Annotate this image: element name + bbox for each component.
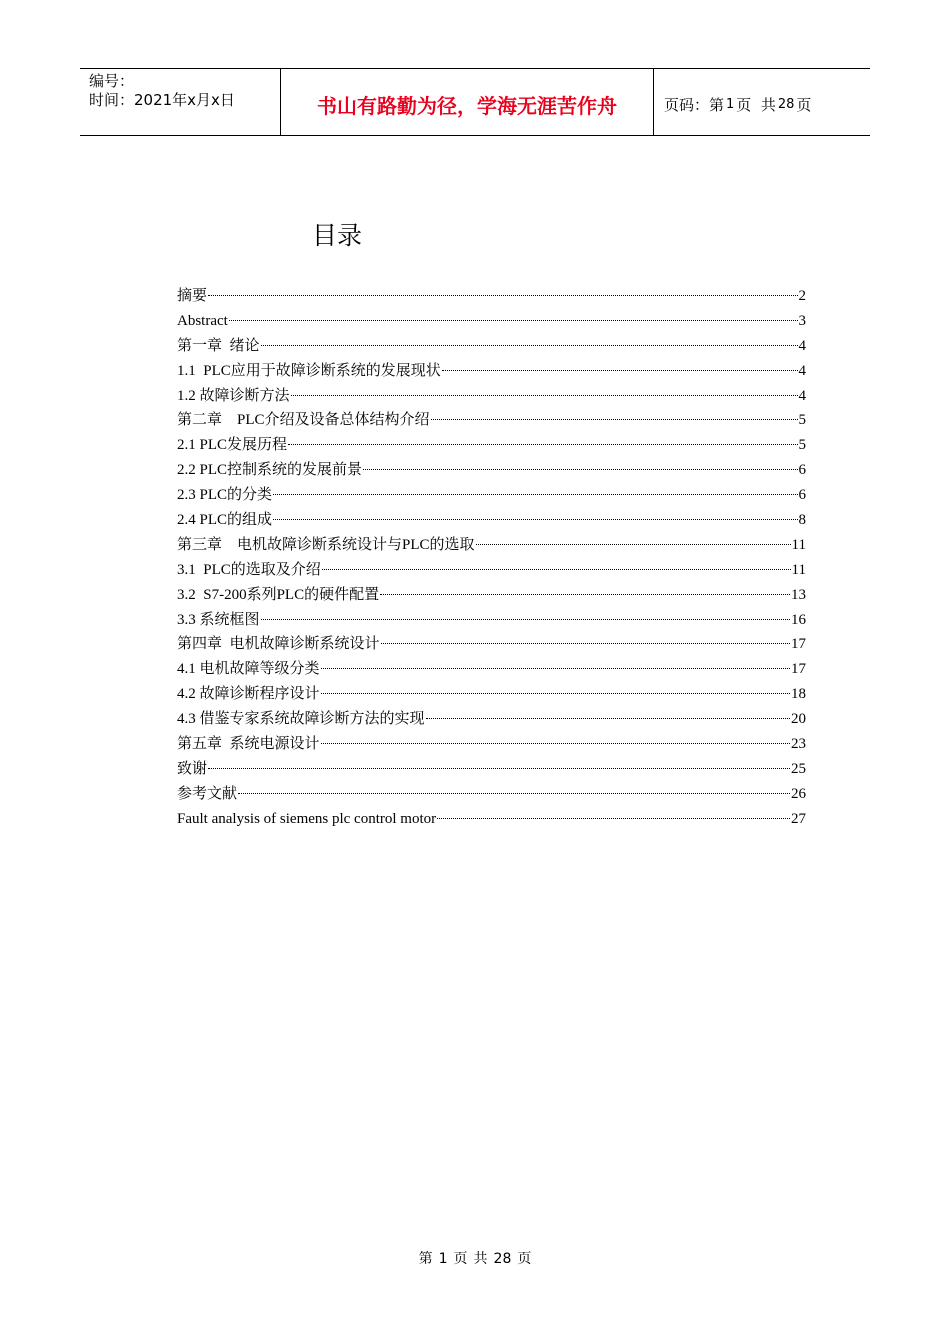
toc-entry-page: 13 [791, 586, 806, 603]
toc-entry[interactable] [177, 632, 806, 657]
header-page-prefix: 页码：第 [664, 95, 725, 114]
toc-entry-label: 4.2 故障诊断程序设计 [177, 686, 320, 703]
toc-entry-page: 6 [798, 462, 806, 479]
footer-mid1: 页 [453, 1251, 468, 1267]
table-of-contents [177, 284, 806, 832]
toc-entry-label: 3.2 S7-200系列PLC的硬件配置 [177, 586, 380, 603]
header-time-label: 时间：2021年x月x日 [89, 91, 235, 109]
toc-entry[interactable] [177, 583, 806, 608]
toc-leader-dots [273, 493, 797, 495]
toc-entry[interactable] [177, 558, 806, 583]
toc-entry-page: 23 [791, 736, 806, 753]
toc-entry-page: 5 [798, 412, 806, 429]
toc-leader-dots [273, 518, 797, 520]
toc-entry-label: 第五章 系统电源设计 [177, 736, 320, 753]
header-page-suffix: 页 [796, 95, 812, 114]
toc-entry[interactable] [177, 657, 806, 682]
toc-entry-label: 1.2 故障诊断方法 [177, 387, 290, 404]
toc-leader-dots [321, 692, 790, 694]
footer-current: 1 [438, 1251, 448, 1267]
toc-entry[interactable] [177, 533, 806, 558]
toc-entry[interactable] [177, 334, 806, 359]
toc-leader-dots [381, 642, 790, 644]
toc-entry-page: 16 [791, 611, 806, 628]
footer-suffix: 页 [517, 1251, 532, 1267]
footer-mid2: 共 [473, 1251, 488, 1267]
toc-entry[interactable] [177, 384, 806, 409]
toc-entry[interactable] [177, 782, 806, 807]
toc-entry-page: 20 [791, 711, 806, 728]
toc-entry-label: 第一章 绪论 [177, 337, 260, 354]
header-page-total: 28 [777, 96, 795, 112]
toc-leader-dots [321, 742, 790, 744]
toc-title: 目录 [312, 221, 363, 250]
header-page-cell [654, 69, 870, 135]
toc-entry-label: 4.1 电机故障等级分类 [177, 661, 320, 678]
toc-entry-label: 3.3 系统框图 [177, 611, 260, 628]
toc-leader-dots [363, 468, 797, 470]
toc-entry-page: 26 [791, 785, 806, 802]
toc-entry-page: 11 [791, 536, 806, 553]
toc-entry-label: 3.1 PLC的选取及介绍 [177, 561, 321, 578]
toc-leader-dots [442, 369, 798, 371]
toc-entry[interactable] [177, 284, 806, 309]
toc-entry-label: 2.2 PLC控制系统的发展前景 [177, 462, 363, 479]
toc-entry-label: 第二章 PLC介绍及设备总体结构介绍 [177, 412, 430, 429]
toc-entry-label: Fault analysis of siemens plc control motor [177, 810, 437, 827]
document-header [80, 68, 870, 136]
toc-leader-dots [426, 717, 790, 719]
header-code-label: 编号： [89, 72, 135, 90]
toc-leader-dots [261, 344, 798, 346]
toc-leader-dots [208, 767, 790, 769]
toc-entry[interactable] [177, 408, 806, 433]
toc-entry-label: 2.1 PLC发展历程 [177, 437, 288, 454]
toc-entry-page: 4 [798, 362, 806, 379]
toc-entry[interactable] [177, 707, 806, 732]
toc-entry-label: 第四章 电机故障诊断系统设计 [177, 636, 380, 653]
toc-leader-dots [321, 667, 790, 669]
toc-entry-label: 第三章 电机故障诊断系统设计与PLC的选取 [177, 536, 475, 553]
header-page-mid: 页 共 [736, 95, 776, 114]
toc-entry-page: 6 [798, 487, 806, 504]
toc-leader-dots [238, 792, 790, 794]
toc-entry[interactable] [177, 608, 806, 633]
toc-entry-page: 4 [798, 337, 806, 354]
toc-entry-page: 18 [791, 686, 806, 703]
toc-entry[interactable] [177, 359, 806, 384]
toc-entry[interactable] [177, 682, 806, 707]
toc-entry[interactable] [177, 807, 806, 832]
toc-leader-dots [208, 294, 797, 296]
toc-entry[interactable] [177, 483, 806, 508]
toc-entry[interactable] [177, 757, 806, 782]
toc-entry-label: Abstract [177, 312, 228, 329]
toc-entry[interactable] [177, 458, 806, 483]
toc-entry-page: 17 [791, 661, 806, 678]
header-motto-cell [281, 69, 654, 135]
toc-entry-page: 4 [798, 387, 806, 404]
toc-entry-label: 致谢 [177, 760, 208, 777]
toc-entry-label: 1.1 PLC应用于故障诊断系统的发展现状 [177, 362, 441, 379]
toc-entry-page: 25 [791, 760, 806, 777]
footer-prefix: 第 [418, 1251, 433, 1267]
footer-total: 28 [493, 1251, 512, 1267]
toc-leader-dots [322, 568, 791, 570]
toc-entry-label: 4.3 借鉴专家系统故障诊断方法的实现 [177, 711, 425, 728]
toc-entry[interactable] [177, 732, 806, 757]
toc-entry[interactable] [177, 508, 806, 533]
header-page-current: 1 [726, 96, 735, 112]
toc-entry[interactable] [177, 433, 806, 458]
toc-leader-dots [380, 593, 790, 595]
toc-entry-page: 8 [798, 512, 806, 529]
toc-entry-page: 17 [791, 636, 806, 653]
page-footer [0, 1248, 950, 1268]
toc-entry-label: 参考文献 [177, 785, 238, 802]
toc-entry-page: 3 [798, 312, 806, 329]
toc-entry-page: 11 [791, 561, 806, 578]
header-motto: 书山有路勤为径，学海无涯苦作舟 [317, 93, 617, 118]
header-meta-cell [80, 69, 281, 135]
toc-leader-dots [261, 618, 790, 620]
toc-leader-dots [437, 817, 790, 819]
toc-leader-dots [288, 443, 797, 445]
toc-entry-label: 2.4 PLC的组成 [177, 512, 273, 529]
toc-entry-page: 5 [798, 437, 806, 454]
toc-entry-label: 摘要 [177, 288, 208, 304]
toc-entry-page: 27 [791, 810, 806, 827]
toc-leader-dots [229, 319, 798, 321]
toc-leader-dots [291, 394, 798, 396]
toc-entry-label: 2.3 PLC的分类 [177, 487, 273, 504]
toc-leader-dots [476, 543, 791, 545]
toc-entry[interactable] [177, 309, 806, 334]
toc-leader-dots [431, 418, 798, 420]
toc-entry-page: 2 [798, 288, 806, 304]
